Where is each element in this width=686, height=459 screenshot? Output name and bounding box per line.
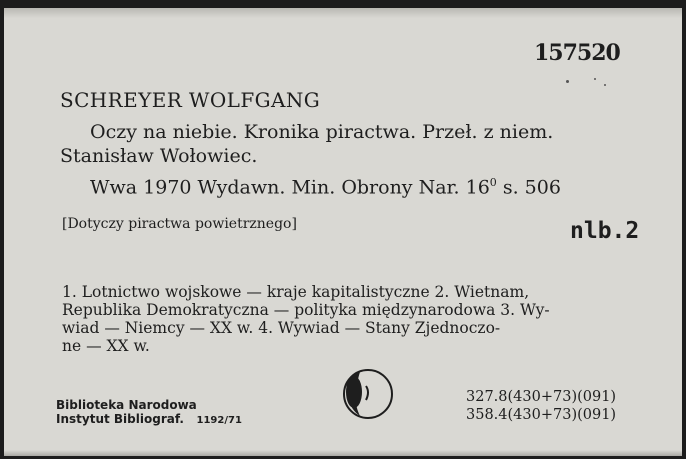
classification-1: 327.8(430+73)(091) bbox=[466, 389, 617, 405]
subject-line-4: ne — XX w. bbox=[62, 337, 150, 355]
subject-line-1: 1. Lotnictwo wojskowe — kraje kapitalistyczne 2. Wietnam, bbox=[62, 283, 530, 301]
title-line-1: Oczy na niebie. Kronika piractwa. Przeł. z niem. bbox=[90, 121, 554, 143]
institution-line-1: Biblioteka Narodowa bbox=[56, 398, 197, 412]
author-heading: SCHREYER WOLFGANG bbox=[60, 88, 321, 112]
subject-line-3: wiad — Niemcy — XX w. 4. Wywiad — Stany Zjednoczo- bbox=[62, 319, 501, 337]
institution-line-2 bbox=[56, 412, 242, 426]
imprint bbox=[90, 176, 561, 198]
bracketed-note: [Dotyczy piractwa powietrznego] bbox=[62, 216, 297, 232]
catalog-card bbox=[4, 8, 682, 456]
accession-number: 157520 bbox=[534, 40, 620, 66]
imprint-pages: s. 506 bbox=[496, 176, 561, 199]
speck bbox=[566, 80, 569, 83]
card-top-edge bbox=[4, 8, 682, 18]
classification-2: 358.4(430+73)(091) bbox=[466, 407, 617, 423]
speck bbox=[604, 84, 606, 86]
institution-name: Instytut Bibliograf. bbox=[56, 412, 184, 426]
subject-line-2: Republika Demokratyczna — polityka międzynarodowa 3. Wy- bbox=[62, 301, 550, 319]
title-line-2: Stanisław Wołowiec. bbox=[60, 145, 258, 167]
nlb-mark: nlb.2 bbox=[570, 218, 640, 244]
institution-code: 1192/71 bbox=[196, 415, 242, 426]
speck bbox=[594, 78, 596, 80]
library-emblem-icon bbox=[330, 364, 394, 424]
card-bottom-edge bbox=[4, 450, 682, 456]
imprint-format-sup: 0 bbox=[489, 176, 497, 189]
imprint-text: Wwa 1970 Wydawn. Min. Obrony Nar. 16 bbox=[90, 176, 490, 199]
